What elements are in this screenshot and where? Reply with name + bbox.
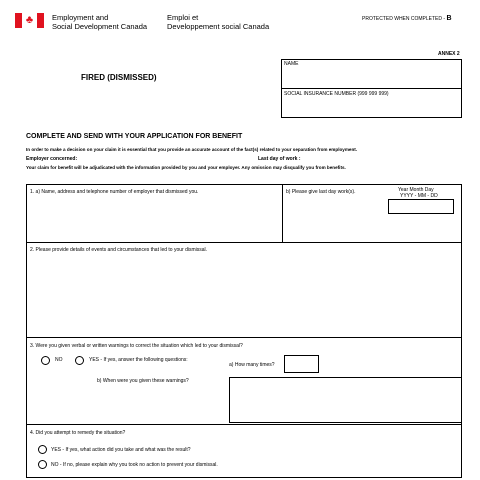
annex-label: ANNEX 2 [438, 51, 460, 57]
q3a-how-many-label: a) How many times? [229, 362, 275, 368]
department-name-fr: Emploi et Developpement social Canada [167, 13, 270, 31]
q3-yes-radio[interactable] [75, 356, 84, 365]
department-name-en: Employment and Social Development Canada [52, 13, 148, 31]
canada-flag-icon: ♣ [15, 13, 44, 28]
last-day-of-work-label: Last day of work : [258, 156, 301, 162]
form-title: FIRED (DISMISSED) [81, 73, 157, 82]
employer-concerned-label: Employer concerned: [26, 156, 78, 162]
q3a-how-many-input[interactable] [284, 355, 319, 373]
q4-no-radio[interactable] [38, 460, 47, 469]
q4-yes-radio[interactable] [38, 445, 47, 454]
q3b-when-input[interactable] [229, 377, 462, 423]
last-day-date-input[interactable] [388, 199, 454, 214]
instructions-line-3: Your claim for benefit will be adjudicated with the information provided by you and your employer. Any omission may disqualify you from benefits. [26, 165, 346, 170]
q1a-employer-field[interactable]: 1. a) Name, address and telephone number of employer that dismissed you. [26, 184, 283, 243]
q4-yes-label: YES - If yes, what action did you take and what was the result? [51, 447, 191, 453]
name-field[interactable]: NAME [281, 59, 462, 89]
q2-details-field[interactable]: 2. Please provide details of events and circumstances that led to your dismissal. [26, 242, 462, 338]
q4-no-label: NO - If no, please explain why you took no action to prevent your dismissal. [51, 462, 218, 468]
q3-no-label: NO [55, 357, 63, 363]
q4-section: 4. Did you attempt to remedy the situation? [26, 424, 462, 478]
protected-label: PROTECTED WHEN COMPLETED - B [362, 15, 452, 22]
sin-field[interactable]: SOCIAL INSURANCE NUMBER (999 999 999) [281, 88, 462, 118]
q3b-when-label: b) When were you given these warnings? [97, 378, 189, 384]
instructions-line-1: In order to make a decision on your claim it is essential that you provide an accurate account of the fact(s) related to your separation from employment. [26, 147, 358, 152]
q3-section: 3. Were you given verbal or written warnings to correct the situation which led to your dismissal? [26, 337, 462, 425]
instructions-heading: COMPLETE AND SEND WITH YOUR APPLICATION FOR BENEFIT [26, 133, 243, 140]
q3-yes-label: YES - If yes, answer the following questions: [89, 357, 188, 363]
q3-no-radio[interactable] [41, 356, 50, 365]
q1b-last-day-section: b) Please give last day work(s). Year Month Day YYYY - MM - DD [282, 184, 462, 243]
